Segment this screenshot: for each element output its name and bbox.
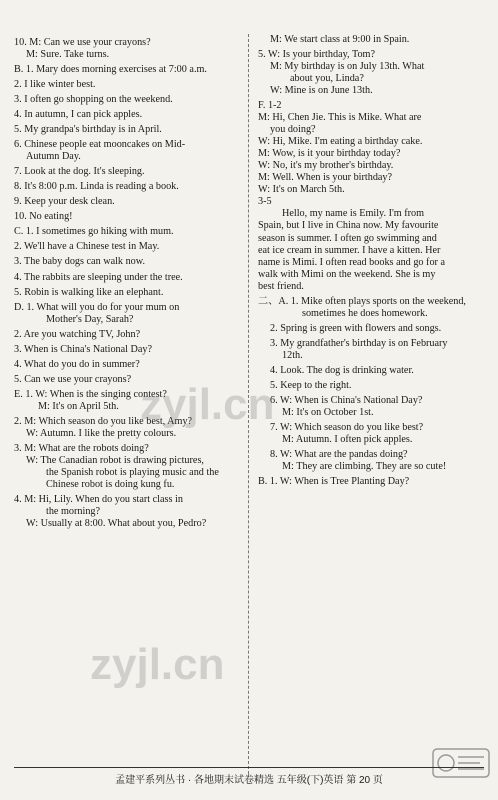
text-line: E. 1. W: When is the singing contest? — [14, 388, 167, 400]
text-line: 2. We'll have a Chinese test in May. — [14, 241, 160, 253]
text-line: Autumn Day. — [26, 151, 81, 163]
text-line: 3. My grandfather's birthday is on February — [270, 337, 448, 349]
text-line: W: Usually at 8:00. What about you, Pedro? — [26, 518, 207, 530]
text-line: 4. In autumn, I can pick apples. — [14, 109, 143, 121]
text-line: 7. W: Which season do you like best? — [270, 421, 424, 433]
text-line: 5. Robin is walking like an elephant. — [14, 286, 164, 298]
text-line: 10. M: Can we use your crayons? — [14, 37, 151, 48]
text-line: 5. My grandpa's birthday is in April. — [14, 124, 162, 136]
text-line: M: It's on October 1st. — [282, 406, 374, 418]
text-line: 2. Are you watching TV, John? — [14, 328, 141, 340]
text-line: 5. Keep to the right. — [270, 379, 352, 391]
watermark-upper: zyjl.cn — [140, 380, 275, 429]
column-divider — [248, 34, 249, 774]
text-line: walk with Mimi on the weekend. She is my — [258, 268, 436, 280]
text-line: Mother's Day, Sarah? — [46, 313, 134, 325]
text-line: M: Well. When is your birthday? — [258, 172, 393, 184]
text-line: 4. What do you do in summer? — [14, 358, 140, 370]
text-line: eat ice cream in summer. I have a kitten. Her — [258, 244, 441, 256]
text-line: name is Mimi. I often read books and go for a — [258, 256, 446, 268]
text-line: B. 1. W: When is Tree Planting Day? — [258, 476, 410, 488]
text-line: best friend. — [258, 280, 304, 292]
text-line: W: Hi, Mike. I'm eating a birthday cake. — [258, 136, 423, 148]
text-line: 3. When is China's National Day? — [14, 343, 153, 355]
text-line: M: Hi, Chen Jie. This is Mike. What are — [258, 112, 422, 124]
text-line: about you, Linda? — [290, 73, 364, 85]
text-line: sometimes he does homework. — [302, 307, 428, 319]
text-line: 6. Chinese people eat mooncakes on Mid- — [14, 139, 186, 151]
text-line: 9. Keep your desk clean. — [14, 196, 115, 208]
text-line: B. 1. Mary does morning exercises at 7:00 a.m. — [14, 64, 207, 76]
page-footer: 孟建平系列丛书 · 各地期末试卷精选 五年级(下)英语 第 20 页 — [14, 767, 484, 786]
text-line: the Spanish robot is playing music and the — [46, 466, 219, 478]
text-line: 10. No eating! — [14, 211, 73, 223]
text-line: 3. I often go shopping on the weekend. — [14, 94, 173, 106]
text-line: 5. Can we use your crayons? — [14, 373, 132, 385]
text-line: Hello, my name is Emily. I'm from — [282, 208, 425, 220]
text-line: D. 1. What will you do for your mum on — [14, 301, 180, 313]
text-line: M: It's on April 5th. — [38, 400, 119, 412]
right-column — [258, 34, 490, 488]
text-line: 2. M: Which season do you like best, Amy? — [14, 415, 193, 427]
text-line: Spain, but I live in China now. My favourite — [258, 220, 439, 232]
text-line: W: No, it's my brother's birthday. — [258, 160, 394, 172]
text-line: 12th. — [282, 349, 303, 361]
text-line: F. 1-2 — [258, 100, 282, 112]
text-line: 3-5 — [258, 196, 272, 208]
text-line: Chinese robot is doing kung fu. — [46, 478, 175, 490]
text-line: 4. M: Hi, Lily. When do you start class in — [14, 494, 183, 505]
left-column — [14, 34, 246, 530]
text-line: 4. Look. The dog is drinking water. — [270, 364, 414, 376]
text-line: M: Autumn. I often pick apples. — [282, 433, 413, 445]
text-line: 二、A. 1. Mike often plays sports on the weekend, — [258, 295, 466, 307]
text-line: 3. The baby dogs can walk now. — [14, 256, 145, 268]
watermark-lower: zyjl.cn — [90, 640, 225, 689]
text-line: C. 1. I sometimes go hiking with mum. — [14, 226, 174, 238]
text-line: W: It's on March 5th. — [258, 184, 345, 196]
text-line: W: The Canadian robot is drawing pictures, — [26, 454, 204, 466]
text-line: you doing? — [270, 124, 316, 136]
text-line: M: My birthday is on July 13th. What — [270, 61, 425, 73]
text-line: 6. W: When is China's National Day? — [270, 394, 423, 406]
text-line: season is summer. I often go swimming and — [258, 232, 437, 244]
text-line: 8. W: What are the pandas doing? — [270, 449, 408, 460]
text-line: W: Mine is on June 13th. — [270, 85, 373, 97]
text-line: 2. I like winter best. — [14, 79, 96, 91]
text-line: M: Wow, is it your birthday today? — [258, 148, 401, 160]
text-line: M: Sure. Take turns. — [26, 49, 110, 61]
text-line: M: We start class at 9:00 in Spain. — [270, 34, 410, 45]
text-line: 5. W: Is your birthday, Tom? — [258, 49, 375, 61]
text-line: 3. M: What are the robots doing? — [14, 442, 149, 454]
text-line: the morning? — [46, 506, 101, 518]
text-line: M: They are climbing. They are so cute! — [282, 461, 447, 473]
text-line: W: Autumn. I like the pretty colours. — [26, 427, 177, 439]
text-line: 7. Look at the dog. It's sleeping. — [14, 166, 145, 178]
text-line: 4. The rabbits are sleeping under the tree. — [14, 271, 183, 283]
text-line: 2. Spring is green with flowers and songs. — [270, 322, 442, 334]
text-line: 8. It's 8:00 p.m. Linda is reading a book. — [14, 181, 179, 193]
